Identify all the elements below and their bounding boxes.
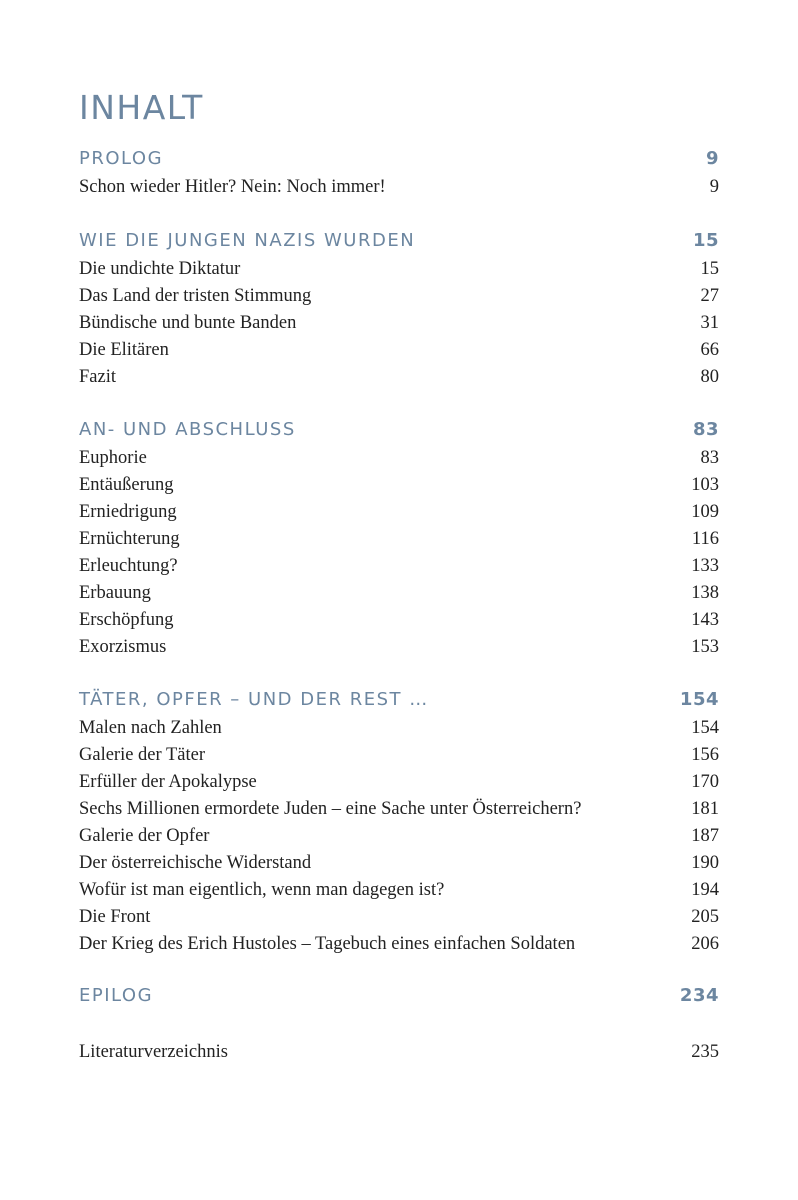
entry-page-number: 153 bbox=[691, 637, 719, 657]
toc-entry[interactable] bbox=[79, 580, 719, 607]
toc-section-prolog bbox=[79, 146, 719, 201]
toc-entry[interactable] bbox=[79, 931, 719, 958]
toc-entry[interactable] bbox=[79, 256, 719, 283]
entry-page-number: 27 bbox=[700, 286, 719, 306]
entry-title: Galerie der Täter bbox=[79, 745, 205, 765]
entry-page-number: 66 bbox=[700, 340, 719, 360]
entry-title: Fazit bbox=[79, 367, 116, 387]
section-title: PROLOG bbox=[79, 148, 164, 169]
toc-section-wie-die-jungen-nazis-wurden bbox=[79, 228, 719, 391]
entry-page-number: 9 bbox=[709, 177, 719, 197]
section-heading[interactable] bbox=[79, 687, 719, 713]
entry-page-number: 116 bbox=[691, 529, 719, 549]
entry-title: Der Krieg des Erich Hustoles – Tagebuch eines einfachen Soldaten bbox=[79, 934, 576, 954]
section-heading[interactable] bbox=[79, 228, 719, 254]
entry-title: Exorzismus bbox=[79, 637, 167, 657]
section-page-number: 154 bbox=[679, 689, 719, 710]
toc-entry[interactable] bbox=[79, 823, 719, 850]
section-heading[interactable] bbox=[79, 417, 719, 443]
entry-page-number: 194 bbox=[691, 880, 719, 900]
section-page-number: 9 bbox=[705, 148, 719, 169]
entry-title: Das Land der tristen Stimmung bbox=[79, 286, 312, 306]
toc-entry[interactable] bbox=[79, 174, 719, 201]
section-page-number: 234 bbox=[679, 985, 719, 1006]
entry-title: Der österreichische Widerstand bbox=[79, 853, 312, 873]
section-page-number: 15 bbox=[692, 230, 719, 251]
section-page-number: 83 bbox=[692, 419, 719, 440]
toc-entry[interactable] bbox=[79, 445, 719, 472]
entry-page-number: 138 bbox=[691, 583, 719, 603]
section-title: AN- UND ABSCHLUSS bbox=[79, 419, 296, 440]
toc-entry[interactable] bbox=[79, 877, 719, 904]
toc-entry[interactable] bbox=[79, 742, 719, 769]
entry-title: Die Front bbox=[79, 907, 151, 927]
section-title: WIE DIE JUNGEN NAZIS WURDEN bbox=[79, 230, 416, 251]
entry-title: Bündische und bunte Banden bbox=[79, 313, 297, 333]
entry-page-number: 154 bbox=[691, 718, 719, 738]
entry-title: Euphorie bbox=[79, 448, 147, 468]
entry-page-number: 181 bbox=[691, 799, 719, 819]
toc-entry[interactable] bbox=[79, 310, 719, 337]
table-of-contents-page bbox=[79, 0, 719, 1200]
section-title: TÄTER, OPFER – UND DER REST … bbox=[79, 689, 429, 710]
entry-page-number: 133 bbox=[691, 556, 719, 576]
entry-page-number: 143 bbox=[691, 610, 719, 630]
entry-title: Malen nach Zahlen bbox=[79, 718, 222, 738]
toc-entry[interactable] bbox=[79, 634, 719, 661]
entry-title: Literaturverzeichnis bbox=[79, 1042, 228, 1062]
entry-page-number: 187 bbox=[691, 826, 719, 846]
toc-entry[interactable] bbox=[79, 337, 719, 364]
entry-page-number: 31 bbox=[700, 313, 719, 333]
toc-entry[interactable] bbox=[79, 607, 719, 634]
entry-page-number: 15 bbox=[700, 259, 719, 279]
toc-entry[interactable] bbox=[79, 850, 719, 877]
toc-entry[interactable] bbox=[79, 364, 719, 391]
toc-entry[interactable] bbox=[79, 553, 719, 580]
toc-appendix bbox=[79, 1039, 719, 1066]
section-heading[interactable] bbox=[79, 146, 719, 172]
toc-entry[interactable] bbox=[79, 796, 719, 823]
toc-entry[interactable] bbox=[79, 715, 719, 742]
entry-title: Sechs Millionen ermordete Juden – eine Sache unter Österreichern? bbox=[79, 799, 582, 819]
toc-entry[interactable] bbox=[79, 526, 719, 553]
entry-page-number: 156 bbox=[691, 745, 719, 765]
toc-entry[interactable] bbox=[79, 1039, 719, 1066]
toc-entry[interactable] bbox=[79, 904, 719, 931]
entry-title: Die Elitären bbox=[79, 340, 169, 360]
entry-title: Wofür ist man eigentlich, wenn man dagegen ist? bbox=[79, 880, 445, 900]
entry-title: Ernüchterung bbox=[79, 529, 180, 549]
toc-section-taeter-opfer bbox=[79, 687, 719, 958]
toc-entry[interactable] bbox=[79, 283, 719, 310]
entry-page-number: 170 bbox=[691, 772, 719, 792]
toc-section-an-und-abschluss bbox=[79, 417, 719, 661]
entry-title: Galerie der Opfer bbox=[79, 826, 210, 846]
section-title: EPILOG bbox=[79, 985, 154, 1006]
entry-title: Erbauung bbox=[79, 583, 151, 603]
entry-page-number: 103 bbox=[691, 475, 719, 495]
entry-title: Erniedrigung bbox=[79, 502, 177, 522]
entry-title: Schon wieder Hitler? Nein: Noch immer! bbox=[79, 177, 386, 197]
section-heading[interactable] bbox=[79, 983, 719, 1009]
entry-page-number: 190 bbox=[691, 853, 719, 873]
entry-title: Die undichte Diktatur bbox=[79, 259, 241, 279]
entry-title: Erfüller der Apokalypse bbox=[79, 772, 257, 792]
toc-entry[interactable] bbox=[79, 499, 719, 526]
page-title: INHALT bbox=[79, 88, 204, 127]
toc-entry[interactable] bbox=[79, 769, 719, 796]
entry-page-number: 205 bbox=[691, 907, 719, 927]
entry-page-number: 83 bbox=[700, 448, 719, 468]
entry-title: Entäußerung bbox=[79, 475, 174, 495]
entry-page-number: 206 bbox=[691, 934, 719, 954]
toc-section-epilog bbox=[79, 983, 719, 1011]
entry-title: Erleuchtung? bbox=[79, 556, 178, 576]
entry-title: Erschöpfung bbox=[79, 610, 174, 630]
entry-page-number: 80 bbox=[700, 367, 719, 387]
entry-page-number: 109 bbox=[691, 502, 719, 522]
toc-entry[interactable] bbox=[79, 472, 719, 499]
entry-page-number: 235 bbox=[691, 1042, 719, 1062]
